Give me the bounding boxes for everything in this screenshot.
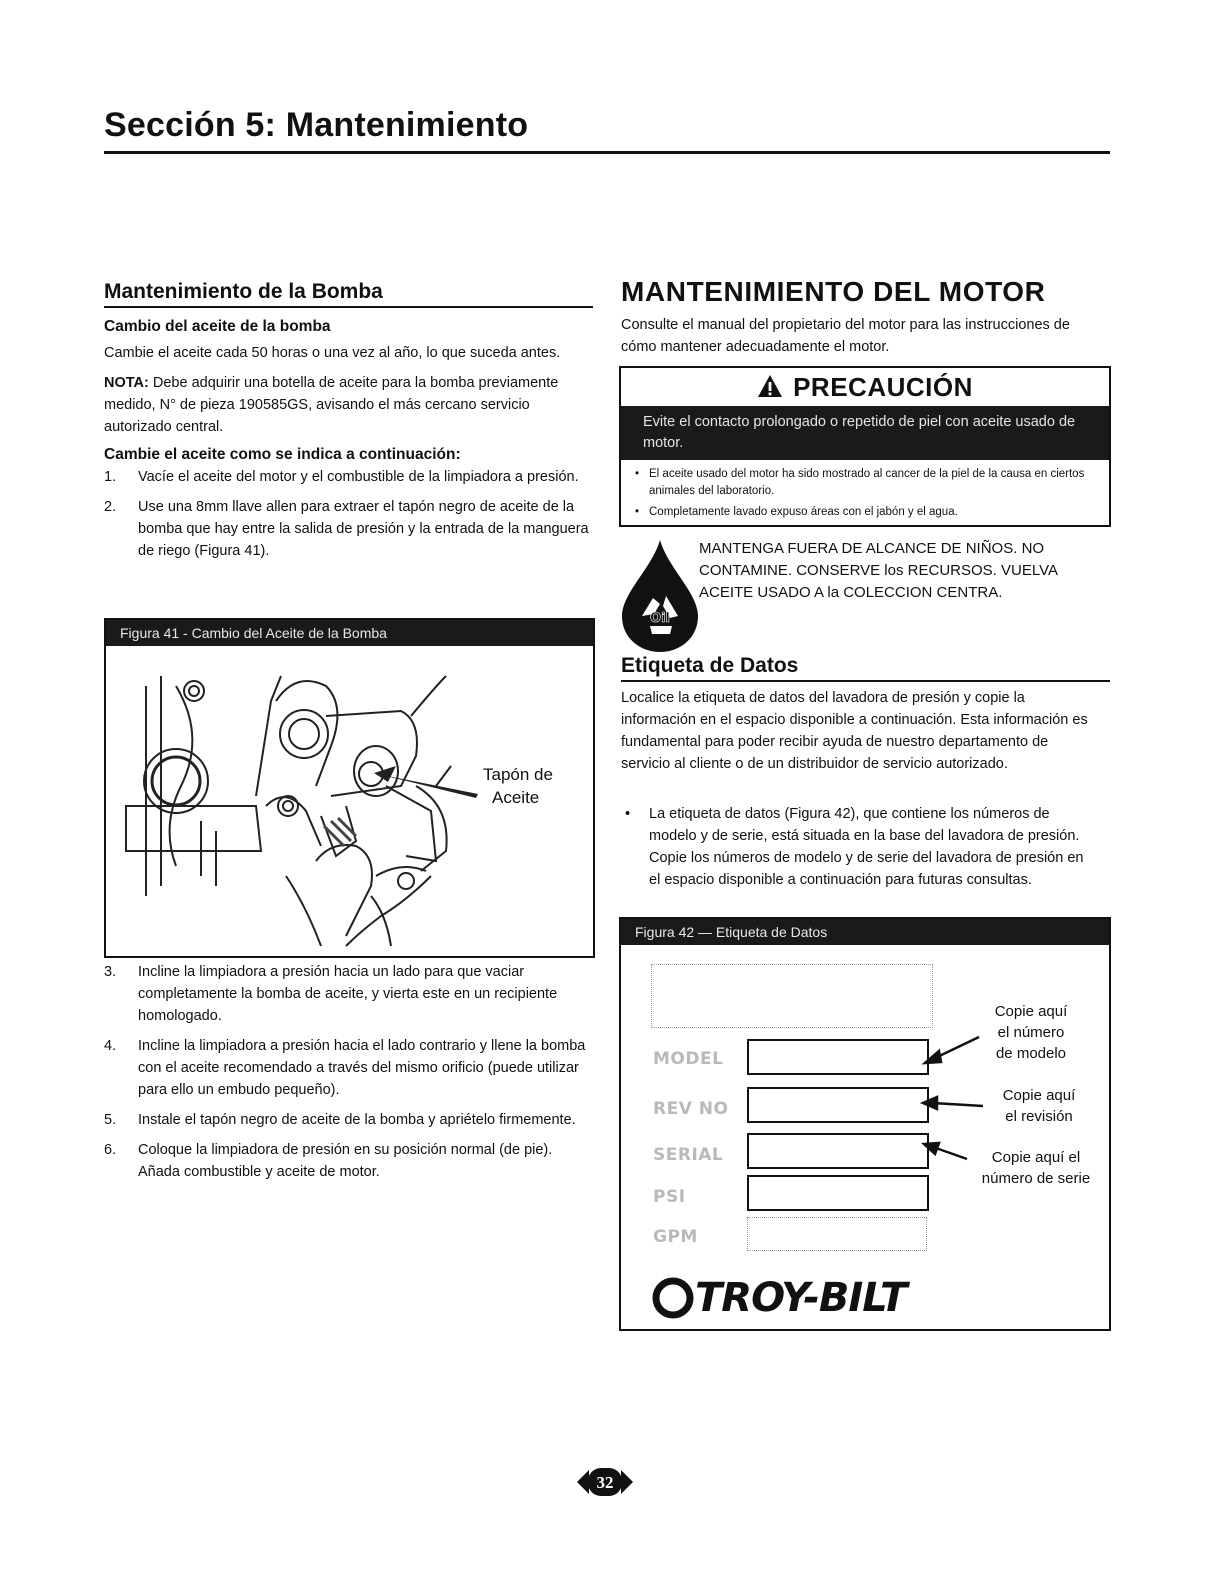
note-label: NOTA: <box>104 375 149 391</box>
brand-ring-icon <box>651 1276 695 1320</box>
figure-42 <box>619 917 1111 1331</box>
steps-title: Cambie el aceite como se indica a continuación: <box>104 446 461 463</box>
heading-divider <box>621 680 1110 682</box>
caution-header <box>621 368 1109 406</box>
pump-maintenance-heading: Mantenimiento de la Bomba <box>104 280 383 303</box>
recycle-notice: MANTENGA FUERA DE ALCANCE DE NIÑOS. NO CONTAMINE. CONSERVE los RECURSOS. VUELVA ACEITE USADO A la COLECCION CENTRA. <box>699 540 1058 601</box>
oil-recycle-icon <box>620 538 700 654</box>
list-item: 5. Instale el tapón negro de aceite de la bomba y apriételo firmemente. <box>104 1112 576 1128</box>
steps-list-a <box>104 466 593 562</box>
figure-41-caption: Figura 41 - Cambio del Aceite de la Bomba <box>106 620 593 646</box>
caution-bar: Evite el contacto prolongado o repetido de piel con aceite usado de motor. <box>621 406 1109 460</box>
data-label-text: Localice la etiqueta de datos del lavadora de presión y copie la información en el espacio disponible a continuación. Esta información es fundamental para poder recibir ayuda de nuestro departamento de servicio al cliente o de un distribuidor de servicio autorizado. <box>621 690 1088 772</box>
page-number: 32 <box>596 1473 614 1492</box>
warning-icon <box>757 374 783 398</box>
figure-42-caption: Figura 42 — Etiqueta de Datos <box>621 919 1109 945</box>
field-label-serial: SERIAL <box>653 1145 724 1165</box>
oil-change-title: Cambio del aceite de la bomba <box>104 318 331 335</box>
caution-list <box>621 466 1109 521</box>
note-text: Debe adquirir una botella de aceite para la bomba previamente medido, N° de pieza 190585GS, avisando el más cercano servicio autorizado central. <box>104 375 559 435</box>
engine-maintenance-heading: MANTENIMIENTO DEL MOTOR <box>621 276 1046 307</box>
list-item: 1. Vacíe el aceite del motor y el combustible de la limpiadora a presión. <box>104 469 579 485</box>
brand-wordmark: TROY-BILT <box>695 1275 907 1321</box>
field-label-model: MODEL <box>653 1049 724 1069</box>
list-item: 3. Incline la limpiadora a presión hacia un lado para que vaciar completamente la bomba de aceite, y vierta este en un recipiente homologado. <box>104 964 558 1024</box>
title-divider <box>104 151 1110 154</box>
field-label-gpm: GPM <box>653 1227 698 1247</box>
figure-41 <box>104 618 595 958</box>
list-item: 4. Incline la limpiadora a presión hacia el lado contrario y llene la bomba con el aceite recomendado a través del mismo orificio (puede utilizar para ello un embudo pequeño). <box>104 1038 586 1098</box>
heading-divider <box>104 306 593 308</box>
steps-list-b <box>104 961 593 1183</box>
oil-label: Oil <box>650 611 670 626</box>
caution-title: PRECAUCIÓN <box>793 372 973 402</box>
troy-bilt-logo <box>651 1275 906 1319</box>
pump-illustration <box>106 646 593 956</box>
engine-intro: Consulte el manual del propietario del motor para las instrucciones de cómo mantener adecuadamente el motor. <box>621 317 1070 355</box>
list-item: • El aceite usado del motor ha sido mostrado al cancer de la piel de la causa en ciertos animales del laboratorio. <box>633 466 1097 500</box>
field-label-psi: PSI <box>653 1187 686 1207</box>
steps-continued <box>104 961 593 1191</box>
page-title: Sección 5: Mantenimiento <box>104 106 529 144</box>
note-paragraph <box>104 372 593 438</box>
note-model: Copie aquí el número de modelo <box>994 1003 1068 1062</box>
data-label-bullets <box>621 803 1097 891</box>
note-serial: Copie aquí el número de serie <box>981 1149 1091 1187</box>
callout-aceite: Aceite <box>492 788 540 807</box>
list-item: • Completamente lavado expuso áreas con el jabón y el agua. <box>633 504 1097 521</box>
data-label-heading: Etiqueta de Datos <box>621 654 799 677</box>
field-label-rev: REV NO <box>653 1099 729 1119</box>
list-item: 2. Use una 8mm llave allen para extraer el tapón negro de aceite de la bomba que hay entre la salida de presión y la entrada de la manguera de riego (Figura 41). <box>104 499 589 559</box>
callout-tapon: Tapón de <box>483 765 553 784</box>
list-item: • La etiqueta de datos (Figura 42), que contiene los números de modelo y de serie, está situada en la base del lavadora de presión. Copie los números de modelo y de serie del lavadora de presión en el espacio disponible a continuación para futuras consultas. <box>621 803 1097 891</box>
pump-oil-section <box>104 318 593 570</box>
page-number-badge <box>575 1462 635 1502</box>
list-item: 6. Coloque la limpiadora de presión en su posición normal (de pie). Añada combustible y aceite de motor. <box>104 1142 553 1180</box>
caution-box <box>619 366 1111 527</box>
oil-change-text: Cambie el aceite cada 50 horas o una vez al año, lo que suceda antes. <box>104 345 561 361</box>
note-rev: Copie aquí el revisión <box>1002 1087 1076 1125</box>
